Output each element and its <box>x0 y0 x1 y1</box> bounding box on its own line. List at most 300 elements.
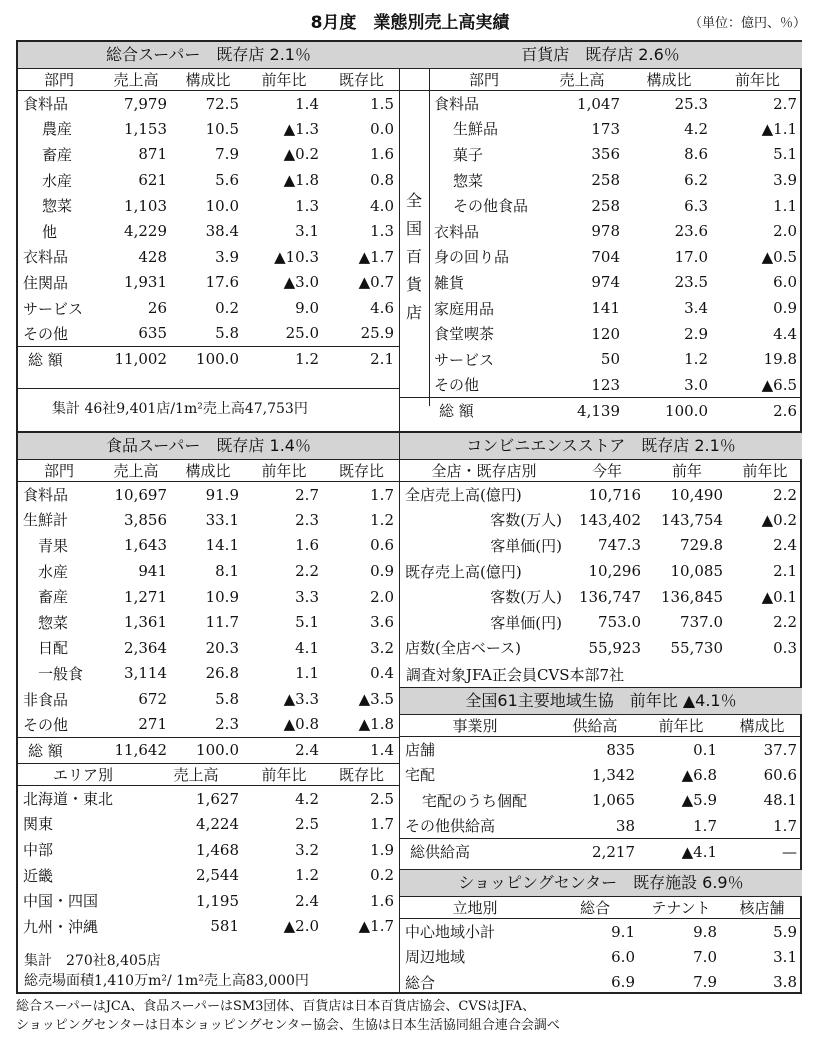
dept-row <box>399 295 802 321</box>
gms-row-label: 衣料品 <box>23 248 69 267</box>
sm-cell: 3.3 <box>295 587 319 606</box>
cvs-cell: 747.3 <box>598 536 641 555</box>
cvs-cell: 55,730 <box>670 638 723 657</box>
dept-cell: ▲0.5 <box>761 247 797 266</box>
gms-cell: 25.9 <box>360 324 394 343</box>
sm-cell: ▲1.8 <box>358 715 394 734</box>
sm-area-col-header: エリア別 <box>18 764 148 786</box>
sm-row <box>18 584 399 610</box>
gms-cell: 0.0 <box>370 119 394 138</box>
cvs-row-label: 客単価(円) <box>490 536 562 555</box>
sm-note-1: 集計 270社8,405店 <box>24 953 161 969</box>
dept-row <box>399 321 802 347</box>
cvs-cell: 2.2 <box>773 485 797 504</box>
sm-total-row <box>18 737 399 763</box>
coop-row-label: 宅配のうち個配 <box>422 791 528 810</box>
sm-cell: 91.9 <box>205 485 239 504</box>
sm-cell: 271 <box>138 715 167 734</box>
gms-cell: 17.6 <box>205 273 239 292</box>
sm-col-header: 構成比 <box>172 460 244 482</box>
sm-cell: 14.1 <box>205 536 239 555</box>
dept-cell: 25.3 <box>674 94 708 113</box>
sm-cell: 2.0 <box>370 587 394 606</box>
sm-area-cell: 1.9 <box>370 840 394 859</box>
sm-area-cell: 1,627 <box>196 789 239 808</box>
sm-panel <box>18 433 399 994</box>
cvs-cell: 737.0 <box>680 613 723 632</box>
sm-row <box>18 661 399 687</box>
dept-row <box>399 91 802 117</box>
gms-row-label: 住関品 <box>23 273 69 292</box>
sm-row <box>18 635 399 661</box>
sc-cell: 3.8 <box>773 973 797 992</box>
dept-row <box>399 270 802 296</box>
coop-col-header: 供給高 <box>550 715 640 737</box>
coop-header: 全国61主要地域生協 前年比 ▲4.1％ <box>400 687 802 715</box>
sm-row <box>18 558 399 584</box>
dept-col-header: 部門 <box>429 69 539 91</box>
sm-row-label: 水産 <box>38 562 69 581</box>
dept-col-header: 構成比 <box>625 69 713 91</box>
sm-cell: 3,114 <box>124 664 167 683</box>
dept-cell: 3.0 <box>684 375 708 394</box>
gms-row-label: 食料品 <box>23 95 69 114</box>
gms-cell: 4,229 <box>124 222 167 241</box>
dept-cell: 1,047 <box>577 94 620 113</box>
dept-cell: 258 <box>591 171 620 190</box>
cvs-col-header: 前年比 <box>728 460 802 482</box>
dept-cell: 5.1 <box>773 145 797 164</box>
sc-row <box>400 919 802 945</box>
sm-cell: 8.1 <box>215 562 239 581</box>
dept-row-label: 身の回り品 <box>434 248 510 267</box>
sm-area-cell: 3.2 <box>295 840 319 859</box>
sm-cell: 672 <box>138 690 167 709</box>
sm-cell: 941 <box>138 562 167 581</box>
sc-col-header: 核店舗 <box>722 897 802 919</box>
sm-area-table <box>18 763 399 939</box>
gms-cell: 1.5 <box>370 94 394 113</box>
gms-table <box>18 69 399 372</box>
dept-row-label: サービス <box>434 350 495 369</box>
sm-area-cell: 2.4 <box>295 891 319 910</box>
sm-area-row-label: 中国・四国 <box>23 892 99 911</box>
gms-cell: 3.1 <box>295 222 319 241</box>
gms-row-label: 農産 <box>42 120 73 139</box>
cvs-row-label: 客数(万人) <box>490 511 562 530</box>
gms-cell: 1,103 <box>124 196 167 215</box>
sm-area-cell: ▲1.7 <box>358 917 394 936</box>
gms-cell: 4.0 <box>370 196 394 215</box>
dept-side-char: 国 <box>405 219 422 238</box>
sm-area-row-label: 関東 <box>23 815 54 834</box>
gms-cell: 635 <box>138 324 167 343</box>
gms-cell: 428 <box>138 247 167 266</box>
sm-cell: 2.7 <box>295 485 319 504</box>
dept-col-header: 売上高 <box>539 69 625 91</box>
gms-row-label: 他 <box>42 222 58 241</box>
dept-spacer <box>399 321 429 347</box>
cvs-cell: 2.4 <box>773 536 797 555</box>
gms-row-label: 惣菜 <box>42 197 73 216</box>
sm-cell: 1.7 <box>370 485 394 504</box>
gms-row <box>18 270 399 296</box>
sm-area-cell: 1.6 <box>370 891 394 910</box>
gms-col-header: 構成比 <box>172 69 244 91</box>
gms-cell: 38.4 <box>205 222 239 241</box>
cvs-header: コンビニエンスストア 既存店 2.1％ <box>400 433 802 460</box>
sm-row-label: 畜産 <box>38 588 69 607</box>
sm-row <box>18 686 399 712</box>
dept-cell: 8.6 <box>684 145 708 164</box>
coop-row <box>400 762 802 788</box>
coop-cell: 38 <box>615 816 635 835</box>
sc-row-label: 総合 <box>405 973 436 992</box>
gms-note-divider <box>18 388 399 389</box>
coop-total-cell: ▲4.1 <box>640 839 722 865</box>
coop-cell: 0.1 <box>693 740 717 759</box>
dept-spacer <box>399 142 429 168</box>
sm-row-label: 惣菜 <box>38 613 69 632</box>
dept-total-cell: 100.0 <box>625 398 713 424</box>
dept-side-char: 全 <box>405 191 422 210</box>
sm-area-cell: ▲2.0 <box>283 917 319 936</box>
sm-cell: 0.6 <box>370 536 394 555</box>
dept-cell: 123 <box>591 375 620 394</box>
cvs-row <box>400 635 802 661</box>
gms-row <box>18 142 399 168</box>
gms-cell: 4.6 <box>370 299 394 318</box>
coop-panel <box>400 687 802 869</box>
sm-cell: 1.6 <box>295 536 319 555</box>
dept-cell: 0.9 <box>773 299 797 318</box>
sm-area-row <box>18 862 399 888</box>
sm-cell: 10,697 <box>114 485 167 504</box>
coop-cell: 1.7 <box>773 816 797 835</box>
dept-cell: 978 <box>591 222 620 241</box>
dept-cell: 974 <box>591 273 620 292</box>
gms-panel <box>18 42 399 431</box>
dept-row-label: 菓子 <box>453 145 484 164</box>
sm-area-cell: 1,195 <box>196 891 239 910</box>
dept-spacer <box>399 167 429 193</box>
dept-cell: 4.2 <box>684 119 708 138</box>
sc-row <box>400 970 802 996</box>
gms-header: 総合スーパー 既存店 2.1％ <box>18 42 399 69</box>
sm-cell: ▲3.5 <box>358 690 394 709</box>
cvs-row <box>400 507 802 533</box>
cvs-cell: ▲0.2 <box>761 510 797 529</box>
dept-col-header: 前年比 <box>713 69 802 91</box>
dept-panel <box>399 42 802 431</box>
sc-col-header: 総合 <box>550 897 640 919</box>
gms-cell: ▲1.8 <box>283 171 319 190</box>
coop-cell: 60.6 <box>763 765 797 784</box>
sm-area-row <box>18 786 399 812</box>
cvs-col-header: 全店・既存店別 <box>400 460 568 482</box>
sm-cell: 2.2 <box>295 562 319 581</box>
sm-cell: ▲3.3 <box>283 690 319 709</box>
dept-cell: 3.4 <box>684 299 708 318</box>
dept-spacer <box>399 218 429 244</box>
cvs-cell: 2.1 <box>773 562 797 581</box>
sc-col-header: 立地別 <box>400 897 550 919</box>
gms-cell: 5.6 <box>215 171 239 190</box>
gms-row-label: その他 <box>23 324 69 343</box>
dept-total-cell: 4,139 <box>539 398 625 424</box>
dept-cell: 1.1 <box>773 196 797 215</box>
gms-row <box>18 91 399 117</box>
gms-cell: 10.5 <box>205 119 239 138</box>
gms-total-label: 総 額 <box>18 346 100 372</box>
gms-cell: 1.3 <box>295 196 319 215</box>
sm-row-label: 日配 <box>38 639 69 658</box>
sc-header: ショッピングセンター 既存施設 6.9％ <box>400 869 802 897</box>
sm-cell: 4.1 <box>295 638 319 657</box>
gms-cell: 1.3 <box>370 222 394 241</box>
dept-row-label: 生鮮品 <box>453 120 499 139</box>
sm-cell: 3.6 <box>370 613 394 632</box>
dept-cell: 17.0 <box>674 247 708 266</box>
sc-panel <box>400 869 802 994</box>
coop-col-header: 構成比 <box>722 715 802 737</box>
sc-cell: 7.9 <box>693 973 717 992</box>
dept-spacer <box>399 270 429 296</box>
dept-row <box>399 244 802 270</box>
sm-cell: 11.7 <box>205 613 239 632</box>
sm-row <box>18 533 399 559</box>
coop-total-label: 総供給高 <box>400 839 550 865</box>
sm-total-cell: 2.4 <box>244 737 324 763</box>
report-frame <box>16 40 802 994</box>
coop-row-label: 宅配 <box>405 766 436 785</box>
gms-total-cell: 11,002 <box>100 346 172 372</box>
dept-row <box>399 346 802 372</box>
gms-cell: ▲0.2 <box>283 145 319 164</box>
unit-label: （単位：億円、％） <box>688 16 806 31</box>
sm-row-label: 非食品 <box>23 690 69 709</box>
coop-cell: 1.7 <box>693 816 717 835</box>
sm-row <box>18 712 399 738</box>
dept-row <box>399 142 802 168</box>
sm-area-cell: 581 <box>210 917 239 936</box>
coop-cell: 835 <box>606 740 635 759</box>
dept-spacer <box>399 116 429 142</box>
gms-cell: 10.0 <box>205 196 239 215</box>
coop-row <box>400 737 802 763</box>
gms-row <box>18 167 399 193</box>
sm-cell: 1,271 <box>124 587 167 606</box>
dept-cell: 23.5 <box>674 273 708 292</box>
sm-row <box>18 507 399 533</box>
dept-cell: 6.2 <box>684 171 708 190</box>
sm-cell: 20.3 <box>205 638 239 657</box>
cvs-note: 調査対象JFA正会員CVS本部7社 <box>406 666 625 684</box>
sc-col-header: テナント <box>640 897 722 919</box>
dept-spacer <box>399 346 429 372</box>
gms-cell: ▲0.7 <box>358 273 394 292</box>
sm-cell: 10.9 <box>205 587 239 606</box>
dept-row <box>399 167 802 193</box>
coop-cell: 1,342 <box>592 765 635 784</box>
sm-cell: 0.4 <box>370 664 394 683</box>
sm-area-cell: 1.7 <box>370 814 394 833</box>
sm-cell: 1.2 <box>370 510 394 529</box>
gms-col-header: 部門 <box>18 69 100 91</box>
sm-area-row <box>18 837 399 863</box>
sm-cell: 1,361 <box>124 613 167 632</box>
cvs-cell: 0.3 <box>773 638 797 657</box>
gms-cell: ▲3.0 <box>283 273 319 292</box>
gms-cell: 1.6 <box>370 145 394 164</box>
sm-cell: 2,364 <box>124 638 167 657</box>
dept-header: 百貨店 既存店 2.6％ <box>399 42 802 69</box>
dept-cell: 704 <box>591 247 620 266</box>
coop-cell: 37.7 <box>763 740 797 759</box>
dept-cell: 4.4 <box>773 324 797 343</box>
gms-note: 集計 46社9,401店/1m²売上高47,753円 <box>52 401 308 417</box>
gms-cell: 871 <box>138 145 167 164</box>
dept-cell: 23.6 <box>674 222 708 241</box>
gms-col-header: 既存比 <box>324 69 399 91</box>
sm-col-header: 既存比 <box>324 460 399 482</box>
dept-spacer <box>399 244 429 270</box>
cvs-cell: 729.8 <box>680 536 723 555</box>
coop-col-header: 事業別 <box>400 715 550 737</box>
sm-total-cell: 1.4 <box>324 737 399 763</box>
gms-cell: ▲1.7 <box>358 247 394 266</box>
dept-side-char: 店 <box>405 303 422 322</box>
sm-note-2: 総売場面積1,410万m²/ 1m²売上高83,000円 <box>24 973 309 989</box>
sm-row <box>18 609 399 635</box>
gms-total-cell: 100.0 <box>172 346 244 372</box>
gms-row-label: 水産 <box>42 171 73 190</box>
sm-total-cell: 100.0 <box>172 737 244 763</box>
dept-spacer <box>399 398 429 424</box>
coop-total-row <box>400 839 802 865</box>
gms-cell: 25.0 <box>285 324 319 343</box>
dept-cell: ▲6.5 <box>761 375 797 394</box>
sm-row-label: 食料品 <box>23 486 69 505</box>
dept-cell: 120 <box>591 324 620 343</box>
sm-row-label: 青果 <box>38 536 69 555</box>
coop-row-label: その他供給高 <box>405 817 496 836</box>
cvs-panel <box>400 433 802 687</box>
sm-area-cell: 2,544 <box>196 866 239 885</box>
sm-area-row-label: 九州・沖縄 <box>23 917 99 936</box>
coop-col-header: 前年比 <box>640 715 722 737</box>
cvs-col-header: 前年 <box>646 460 728 482</box>
coop-row <box>400 788 802 814</box>
gms-cell: 621 <box>138 171 167 190</box>
sm-area-row <box>18 811 399 837</box>
sm-area-col-header: 既存比 <box>324 764 399 786</box>
sm-area-cell: 2.5 <box>295 814 319 833</box>
sm-area-row <box>18 914 399 940</box>
gms-cell: ▲1.3 <box>283 119 319 138</box>
sm-col-header: 売上高 <box>100 460 172 482</box>
footnote-line-1: 総合スーパーはJCA、食品スーパーはSM3団体、百貨店は日本百貨店協会、CVSはJFA、 <box>16 999 536 1014</box>
sm-row-label: 生鮮計 <box>23 511 69 530</box>
sm-total-cell: 11,642 <box>100 737 172 763</box>
dept-total-row <box>399 398 802 424</box>
dept-cell: 141 <box>591 299 620 318</box>
gms-row <box>18 295 399 321</box>
sm-cell: 1.1 <box>295 664 319 683</box>
dept-side-char: 貨 <box>405 275 422 294</box>
gms-cell: 1,931 <box>124 273 167 292</box>
gms-cell: 3.9 <box>215 247 239 266</box>
sc-row-label: 中心地域小計 <box>405 923 496 942</box>
dept-row-label: 食料品 <box>434 95 480 114</box>
coop-total-cell: 2,217 <box>550 839 640 865</box>
source-footnote <box>16 997 560 1035</box>
cvs-row-label: 客数(万人) <box>490 588 562 607</box>
dept-cell: 2.7 <box>773 94 797 113</box>
coop-total-cell: — <box>722 839 802 865</box>
sc-cell: 3.1 <box>773 947 797 966</box>
dept-cell: 173 <box>591 119 620 138</box>
cvs-cell: 55,923 <box>588 638 641 657</box>
dept-total-cell: 2.6 <box>713 398 802 424</box>
sm-cell: 3.2 <box>370 638 394 657</box>
dept-side-char: 百 <box>405 247 422 266</box>
sc-cell: 9.1 <box>611 922 635 941</box>
cvs-cell: 10,716 <box>588 485 641 504</box>
dept-row-label: 雑貨 <box>434 273 465 292</box>
sm-area-row-label: 中部 <box>23 841 54 860</box>
coop-cell: ▲5.9 <box>681 791 717 810</box>
cvs-cell: 10,490 <box>670 485 723 504</box>
sm-cell: 5.8 <box>215 690 239 709</box>
cvs-row <box>400 609 802 635</box>
coop-row-label: 店舗 <box>405 741 436 760</box>
sm-cell: ▲0.8 <box>283 715 319 734</box>
sc-cell: 6.9 <box>611 973 635 992</box>
coop-table <box>400 715 802 864</box>
sm-cell: 33.1 <box>205 510 239 529</box>
gms-total-cell: 1.2 <box>244 346 324 372</box>
sm-cell: 5.1 <box>295 613 319 632</box>
gms-cell: 0.8 <box>370 171 394 190</box>
gms-cell: 1.4 <box>295 94 319 113</box>
dept-cell: 19.8 <box>763 350 797 369</box>
sm-area-cell: 4,224 <box>196 814 239 833</box>
cvs-cell: ▲0.1 <box>761 587 797 606</box>
sm-row <box>18 482 399 508</box>
cvs-row-label: 全店売上高(億円) <box>405 486 522 505</box>
dept-cell: 50 <box>600 350 620 369</box>
cvs-cell: 2.2 <box>773 613 797 632</box>
sm-row-label: 一般食 <box>38 664 84 683</box>
gms-col-header: 売上高 <box>100 69 172 91</box>
sc-table <box>400 897 802 995</box>
dept-row-label: その他食品 <box>453 197 529 216</box>
cvs-row-label: 客単価(円) <box>490 613 562 632</box>
gms-cell: 7,979 <box>124 94 167 113</box>
sm-area-row-label: 北海道・東北 <box>23 790 114 809</box>
sm-area-cell: 1,468 <box>196 840 239 859</box>
dept-total-label: 総 額 <box>429 398 539 424</box>
dept-row-label: 家庭用品 <box>434 299 495 318</box>
dept-cell: 6.0 <box>773 273 797 292</box>
coop-cell: 48.1 <box>763 791 797 810</box>
sm-area-cell: 4.2 <box>295 789 319 808</box>
sm-total-label: 総 額 <box>18 737 100 763</box>
sc-cell: 7.0 <box>693 947 717 966</box>
cvs-cell: 10,085 <box>670 562 723 581</box>
cvs-table <box>400 460 802 661</box>
